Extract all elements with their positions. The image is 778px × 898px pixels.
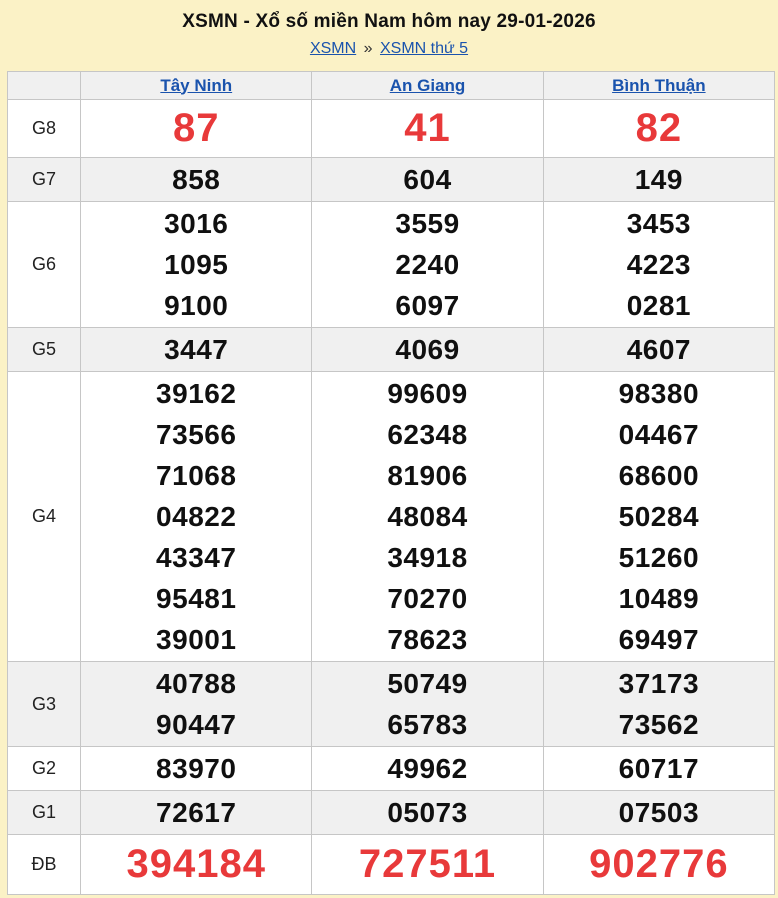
prize-number: 2240 — [395, 249, 460, 280]
prize-cell — [81, 747, 312, 791]
prize-number: 48084 — [387, 501, 468, 532]
prize-label: ĐB — [8, 835, 81, 895]
prize-number: 34918 — [387, 542, 468, 573]
prize-number: 04822 — [156, 501, 237, 532]
station-header-2 — [312, 72, 543, 100]
prize-label: G3 — [8, 662, 81, 747]
prize-number: 49962 — [387, 753, 468, 784]
prize-number: 51260 — [618, 542, 700, 573]
prize-number: 50284 — [618, 501, 700, 532]
station-header-1 — [81, 72, 312, 100]
prize-number: 81906 — [387, 460, 468, 491]
prize-cell — [312, 372, 543, 662]
breadcrumb-link-xsmn[interactable]: XSMN — [309, 40, 357, 57]
prize-number: 3447 — [164, 334, 229, 365]
prize-number: 6097 — [395, 290, 460, 321]
prize-cell — [312, 328, 543, 372]
prize-number: 4069 — [395, 334, 460, 365]
station-header-3 — [543, 72, 774, 100]
prize-cell — [81, 158, 312, 202]
prize-number: 70270 — [387, 583, 468, 614]
prize-label: G6 — [8, 202, 81, 328]
prize-number: 82 — [635, 106, 683, 150]
prize-number: 43347 — [156, 542, 237, 573]
prize-cell — [312, 791, 543, 835]
prize-number: 4607 — [626, 334, 691, 365]
prize-label: G5 — [8, 328, 81, 372]
prize-number: 99609 — [387, 378, 468, 409]
prize-number: 149 — [634, 164, 683, 195]
prize-number: 72617 — [156, 797, 237, 828]
prize-cell — [543, 662, 774, 747]
prize-cell — [312, 662, 543, 747]
prize-cell — [81, 662, 312, 747]
prize-number: 39162 — [156, 378, 237, 409]
prize-number: 9100 — [164, 290, 229, 321]
prize-label: G7 — [8, 158, 81, 202]
prize-label: G2 — [8, 747, 81, 791]
prize-cell — [543, 158, 774, 202]
prize-number: 73562 — [618, 709, 700, 740]
prize-number: 68600 — [618, 460, 700, 491]
prize-row-ĐB — [8, 835, 775, 895]
prize-number: 1095 — [164, 249, 229, 280]
prize-row-G1 — [8, 791, 775, 835]
prize-number: 73566 — [156, 419, 237, 450]
prize-number: 04467 — [618, 419, 700, 450]
prize-number: 69497 — [618, 624, 700, 655]
prize-number: 83970 — [156, 753, 237, 784]
prize-row-G5 — [8, 328, 775, 372]
prize-cell — [81, 372, 312, 662]
prize-cell — [81, 835, 312, 895]
prize-label: G4 — [8, 372, 81, 662]
prize-number: 60717 — [618, 753, 700, 784]
prize-number: 62348 — [387, 419, 468, 450]
prize-number: 4223 — [626, 249, 691, 280]
page-title: XSMN - Xổ số miền Nam hôm nay 29-01-2026 — [182, 11, 596, 32]
prize-number: 3453 — [626, 208, 691, 239]
prize-row-G4 — [8, 372, 775, 662]
prize-number: 902776 — [589, 842, 729, 886]
prize-label: G1 — [8, 791, 81, 835]
prize-cell — [81, 100, 312, 158]
prize-column-header — [8, 72, 81, 100]
station-link[interactable]: Bình Thuận — [612, 75, 706, 95]
station-link[interactable]: An Giang — [389, 75, 466, 95]
prize-cell — [312, 835, 543, 895]
prize-row-G3 — [8, 662, 775, 747]
prize-number: 90447 — [156, 709, 237, 740]
prize-cell — [543, 747, 774, 791]
prize-number: 65783 — [387, 709, 468, 740]
prize-number: 50749 — [387, 668, 468, 699]
breadcrumb-separator: » — [363, 40, 373, 57]
prize-number: 39001 — [156, 624, 237, 655]
prize-cell — [543, 791, 774, 835]
breadcrumb — [0, 40, 778, 58]
prize-cell — [81, 328, 312, 372]
results-table — [7, 71, 775, 895]
prize-cell — [81, 791, 312, 835]
prize-row-G6 — [8, 202, 775, 328]
prize-number: 727511 — [358, 842, 497, 886]
prize-number: 10489 — [618, 583, 700, 614]
prize-cell — [312, 747, 543, 791]
results-table-body — [8, 100, 775, 895]
prize-number: 98380 — [618, 378, 700, 409]
prize-cell — [543, 100, 774, 158]
prize-number: 394184 — [126, 842, 266, 886]
prize-number: 3559 — [395, 208, 460, 239]
prize-cell — [312, 158, 543, 202]
prize-number: 37173 — [618, 668, 700, 699]
prize-cell — [312, 100, 543, 158]
prize-number: 40788 — [156, 668, 237, 699]
prize-cell — [312, 202, 543, 328]
prize-number: 41 — [404, 106, 451, 150]
prize-cell — [543, 328, 774, 372]
prize-number: 604 — [403, 164, 452, 195]
prize-label: G8 — [8, 100, 81, 158]
breadcrumb-link-xsmn-thu5[interactable]: XSMN thứ 5 — [379, 40, 469, 57]
prize-number: 3016 — [164, 208, 229, 239]
results-table-head — [8, 72, 775, 100]
station-link[interactable]: Tây Ninh — [160, 75, 233, 95]
prize-cell — [543, 202, 774, 328]
prize-row-G7 — [8, 158, 775, 202]
prize-cell — [543, 835, 774, 895]
prize-number: 95481 — [156, 583, 237, 614]
prize-number: 05073 — [387, 797, 468, 828]
prize-number: 87 — [172, 106, 220, 150]
prize-cell — [81, 202, 312, 328]
prize-cell — [543, 372, 774, 662]
prize-row-G2 — [8, 747, 775, 791]
page-header — [0, 0, 778, 58]
prize-number: 0281 — [626, 290, 691, 321]
prize-number: 07503 — [618, 797, 700, 828]
prize-number: 78623 — [387, 624, 468, 655]
prize-number: 71068 — [156, 460, 237, 491]
prize-number: 858 — [172, 164, 221, 195]
station-header-row — [8, 72, 775, 100]
prize-row-G8 — [8, 100, 775, 158]
